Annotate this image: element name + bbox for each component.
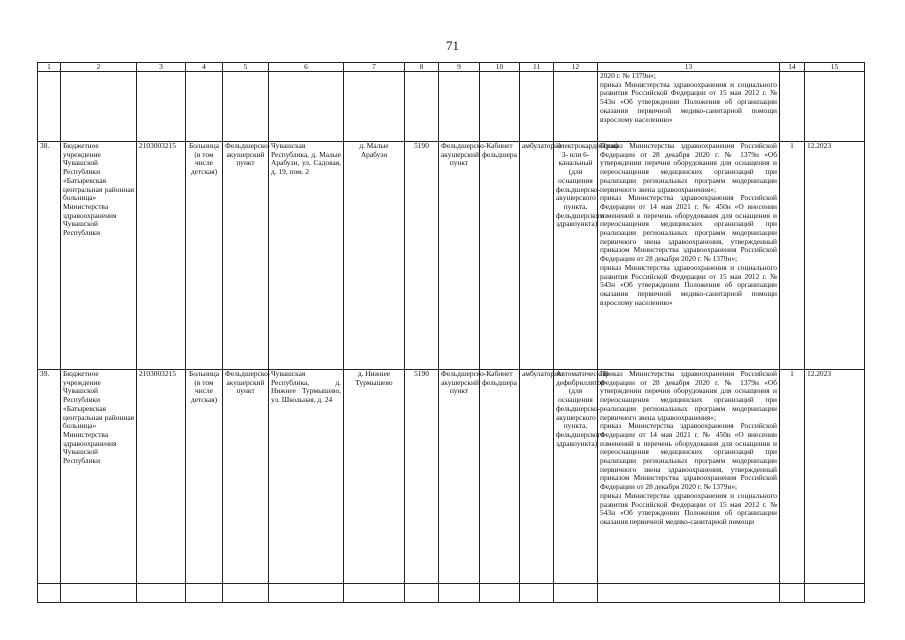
column-header: 7 <box>344 63 405 72</box>
settlement-cell: д. Малые Арабузи <box>344 142 405 370</box>
inn-cell: 2103003215 <box>137 370 186 603</box>
basis-cell: Приказ Министерства здравоохранения Российской Федерации от 28 декабря 2020 г. № 1379н «Об утверждении перечня оборудования для оснащения и переоснащения медицинских организаций при реализации региональных программ модернизации первичного звена здравоохранения»; приказ Министерства здравоохранения Российской Федерации от 14 мая 2021 г. № 450н «О внесении изменений в перечень оборудования для оснащения и переоснащения медицинских организаций при реализации региональных программ модернизации первичного звена здравоохранения, утвержденный приказом Министерства здравоохранения Российской Федерации от 28 декабря 2020 г. № 1379н»; приказ Министерства здравоохранения и социального развития Российской Федерации от 15 мая 2012 г. № 543н «Об утверждении Положения об организации оказания первичной медико-санитарной помощи взрослому населению» <box>598 142 780 370</box>
column-header: 11 <box>520 63 554 72</box>
column-header: 5 <box>223 63 269 72</box>
basis-cell: Приказ Министерства здравоохранения Российской Федерации от 28 декабря 2020 г. № 1379н «Об утверждении перечня оборудования для оснащения и переоснащения медицинских организаций при реализации региональных программ модернизации первичного звена здравоохранения»; приказ Министерства здравоохранения Российской Федерации от 14 мая 2021 г. № 450н «О внесении изменений в перечень оборудования для оснащения и переоснащения медицинских организаций при реализации региональных программ модернизации первичного звена здравоохранения, утвержденный приказом Министерства здравоохранения Российской Федерации от 28 декабря 2020 г. № 1379н»; приказ Министерства здравоохранения и социального развития Российской Федерации от 15 мая 2012 г. № 543н «Об утверждении Положения об организации оказания первичной медико-санитарной помощи <box>598 370 780 603</box>
settlement-cell: д. Нижнее Турмышево <box>344 370 405 603</box>
quantity-cell: 1 <box>780 370 805 603</box>
column-header: 15 <box>805 63 865 72</box>
quantity-cell: 1 <box>780 142 805 370</box>
column-header: 2 <box>61 63 137 72</box>
basis-cell: 2020 г. № 1379н»; приказ Министерства здравоохранения и социального развития Российской Федерации от 15 мая 2012 г. № 543н «Об утверждении Положения об организации оказания первичной медико-санитарной помощи взрослому населению» <box>598 72 780 142</box>
column-header: 10 <box>480 63 520 72</box>
room-cell: Кабинет фельдшера <box>480 142 520 370</box>
equipment-table <box>37 62 865 603</box>
address-cell: Чувашская Республика, д. Нижнее Турмышево, ул. Школьная, д. 24 <box>269 370 344 603</box>
care-cell: амбулаторно <box>520 370 554 603</box>
equipment-cell: Электрокардиограф 3- или 6-канальный (для оснащения фельдшерско-акушерского пункта, фельдшерского здравпункта) <box>554 142 598 370</box>
date-cell: 12.2023 <box>805 142 865 370</box>
column-header: 6 <box>269 63 344 72</box>
column-header: 9 <box>439 63 480 72</box>
organization-cell: Бюджетное учреждение Чувашской Республики «Батыревская центральная районная больница» Министерства здравоохранения Чувашской Республики <box>61 142 137 370</box>
page-number: 71 <box>446 38 459 53</box>
column-header: 4 <box>186 63 223 72</box>
care-cell: амбулаторно <box>520 142 554 370</box>
table-row <box>38 370 865 603</box>
header-row <box>38 63 865 72</box>
equipment-cell: Автоматический дефибриллятор (для оснащения фельдшерско-акушерского пункта, фельдшерского здравпункта) <box>554 370 598 603</box>
inn-cell: 2103003215 <box>137 142 186 370</box>
code-cell: 5190 <box>405 370 439 603</box>
column-header: 1 <box>38 63 61 72</box>
unit-cell: Фельдшерско-акушерский пункт <box>223 142 269 370</box>
bottom-rule <box>37 583 865 584</box>
table-row-continuation <box>38 72 865 142</box>
column-header: 14 <box>780 63 805 72</box>
address-cell: Чувашская Республика, д. Малые Арабузи, ул. Садовая, д. 19, пом. 2 <box>269 142 344 370</box>
row-number: 38. <box>38 142 61 370</box>
table-row <box>38 142 865 370</box>
code-cell: 5190 <box>405 142 439 370</box>
facility-type-cell: Больница (в том числе детская) <box>186 142 223 370</box>
subdivision-cell: Фельдшерско-акушерский пункт <box>439 370 480 603</box>
room-cell: Кабинет фельдшера <box>480 370 520 603</box>
facility-type-cell: Больница (в том числе детская) <box>186 370 223 603</box>
column-header: 13 <box>598 63 780 72</box>
column-header: 8 <box>405 63 439 72</box>
subdivision-cell: Фельдшерско-акушерский пункт <box>439 142 480 370</box>
column-header: 12 <box>554 63 598 72</box>
row-number: 39. <box>38 370 61 603</box>
column-header: 3 <box>137 63 186 72</box>
date-cell: 12.2023 <box>805 370 865 603</box>
organization-cell: Бюджетное учреждение Чувашской Республики «Батыревская центральная районная больница» Министерства здравоохранения Чувашской Республики <box>61 370 137 603</box>
unit-cell: Фельдшерско-акушерский пункт <box>223 370 269 603</box>
